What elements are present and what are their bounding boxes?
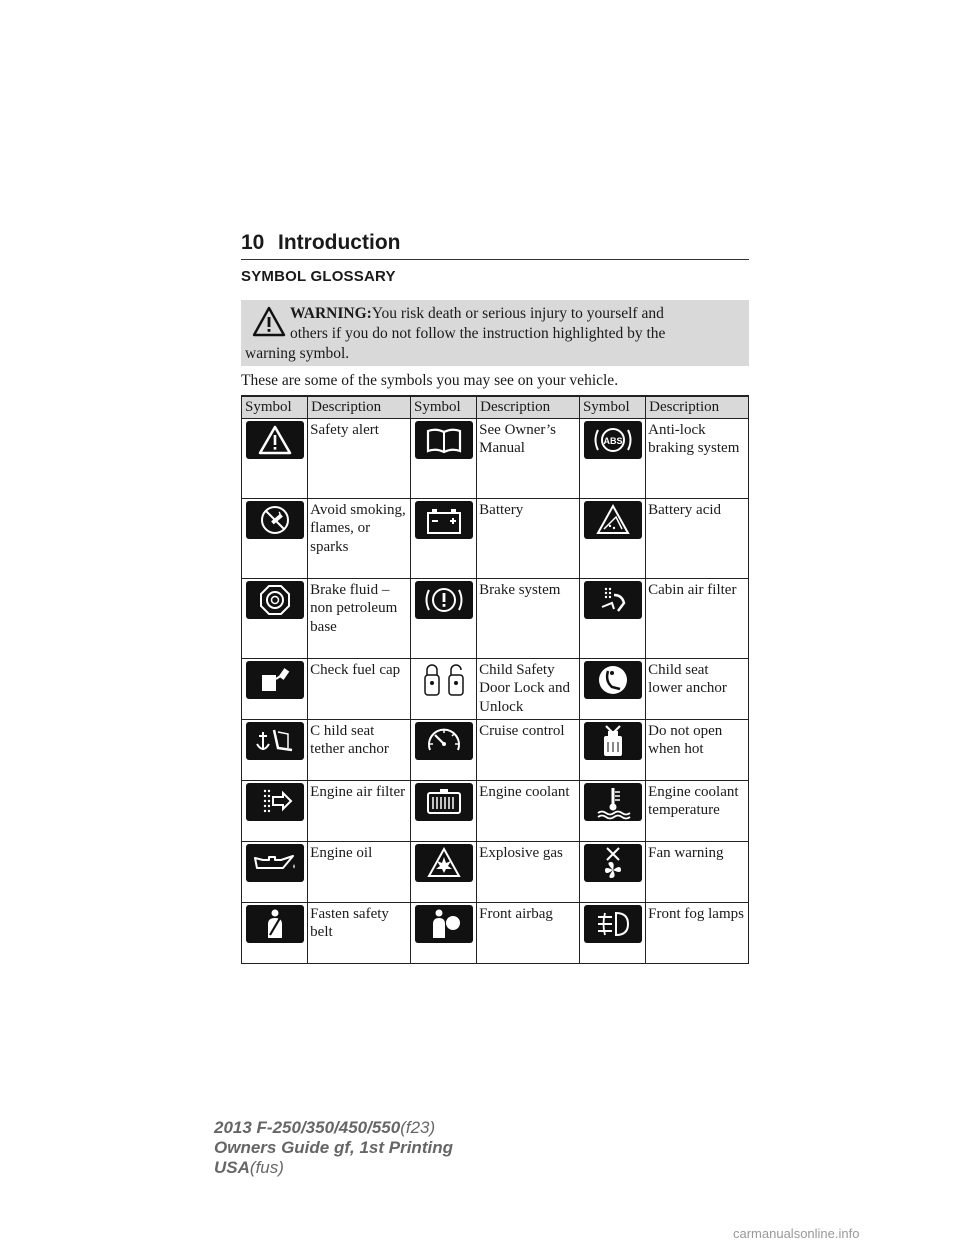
table-header-row xyxy=(242,396,749,418)
description-text: Engine oil xyxy=(310,844,373,861)
description-text: Fasten safety belt xyxy=(310,905,389,940)
symbol-glossary-table xyxy=(241,395,749,964)
symbol-cell xyxy=(410,902,476,963)
table-row xyxy=(242,780,749,841)
description-cell xyxy=(646,780,749,841)
child-safety-lock-icon xyxy=(415,661,473,699)
child-seat-anchor-icon xyxy=(584,661,642,699)
description-text: Cabin air filter xyxy=(648,581,737,598)
description-text: Child Safety Door Lock and Unlock xyxy=(479,661,570,715)
symbol-cell xyxy=(410,719,476,780)
symbol-cell xyxy=(410,418,476,498)
symbol-cell xyxy=(242,841,308,902)
description-cell xyxy=(646,719,749,780)
footer-market: USA xyxy=(214,1158,250,1177)
cruise-control-icon xyxy=(415,722,473,760)
footer-line-1 xyxy=(214,1118,435,1138)
explosive-gas-icon xyxy=(415,844,473,882)
header-symbol-2: Symbol xyxy=(410,396,476,418)
description-text: Battery acid xyxy=(648,501,722,518)
fan-warning-icon xyxy=(584,844,642,882)
description-cell xyxy=(477,498,580,578)
symbol-cell xyxy=(410,498,476,578)
header-description-3: Description xyxy=(646,396,749,418)
symbol-cell xyxy=(579,841,645,902)
description-text: Brake fluid – non petroleum base xyxy=(310,581,398,635)
warning-triangle-icon xyxy=(252,306,286,338)
description-cell xyxy=(646,498,749,578)
no-smoking-icon xyxy=(246,501,304,539)
symbol-cell xyxy=(242,498,308,578)
table-row xyxy=(242,841,749,902)
description-cell xyxy=(308,902,411,963)
cabin-air-filter-icon xyxy=(584,581,642,619)
symbol-cell xyxy=(242,418,308,498)
front-fog-lamps-icon xyxy=(584,905,642,943)
description-text: Anti-lock braking system xyxy=(648,421,740,456)
description-cell xyxy=(477,658,580,719)
symbol-cell xyxy=(579,578,645,658)
symbol-cell xyxy=(242,658,308,719)
description-cell xyxy=(477,578,580,658)
description-text: Battery xyxy=(479,501,524,518)
symbol-cell xyxy=(410,780,476,841)
warning-line-2: others if you do not follow the instruction highlighted by the xyxy=(290,325,666,342)
abs-icon xyxy=(584,421,642,459)
description-text: Engine coolant temperature xyxy=(648,783,739,818)
table-row xyxy=(242,902,749,963)
description-cell xyxy=(308,719,411,780)
description-cell xyxy=(477,841,580,902)
chapter-title: Introduction xyxy=(278,231,401,254)
header-symbol-1: Symbol xyxy=(242,396,308,418)
description-text: Engine air filter xyxy=(310,783,406,800)
symbol-cell xyxy=(579,719,645,780)
watermark: carmanualsonline.info xyxy=(733,1226,860,1241)
description-text: Child seat lower anchor xyxy=(648,661,727,696)
description-cell xyxy=(646,418,749,498)
table-row xyxy=(242,658,749,719)
description-text: Do not open when hot xyxy=(648,722,723,757)
description-cell xyxy=(646,658,749,719)
footer-market-code: (fus) xyxy=(249,1158,284,1177)
battery-acid-icon xyxy=(584,501,642,539)
child-seat-tether-icon xyxy=(246,722,304,760)
coolant-temperature-icon xyxy=(584,783,642,821)
description-text: Fan warning xyxy=(648,844,724,861)
symbol-cell xyxy=(579,780,645,841)
table-row xyxy=(242,498,749,578)
owners-manual-icon xyxy=(415,421,473,459)
description-text: Avoid smoking, flames, or sparks xyxy=(310,501,406,555)
warning-line-1 xyxy=(290,304,664,324)
footer-model: 2013 F-250/350/450/550 xyxy=(214,1118,401,1137)
description-cell xyxy=(477,902,580,963)
description-cell xyxy=(477,780,580,841)
symbol-cell xyxy=(242,719,308,780)
footer-line-2: Owners Guide gf, 1st Printing xyxy=(214,1138,453,1157)
description-text: Explosive gas xyxy=(479,844,563,861)
symbol-cell xyxy=(579,498,645,578)
front-airbag-icon xyxy=(415,905,473,943)
page-number: 10 xyxy=(241,231,265,254)
engine-oil-icon xyxy=(246,844,304,882)
description-cell xyxy=(308,498,411,578)
seat-belt-icon xyxy=(246,905,304,943)
section-title: SYMBOL GLOSSARY xyxy=(241,268,396,285)
svg-text:ABS: ABS xyxy=(603,435,623,446)
description-text: C hild seat tether anchor xyxy=(310,722,389,757)
description-text: See Owner’s Manual xyxy=(479,421,556,456)
symbol-cell xyxy=(242,780,308,841)
description-text: Safety alert xyxy=(310,421,379,438)
header-symbol-3: Symbol xyxy=(579,396,645,418)
description-text: Front fog lamps xyxy=(648,905,744,922)
symbol-cell xyxy=(579,902,645,963)
warning-text-1: You risk death or serious injury to yourself and xyxy=(371,305,664,322)
warning-label: WARNING: xyxy=(290,305,372,322)
description-cell xyxy=(308,658,411,719)
do-not-open-hot-icon xyxy=(584,722,642,760)
description-cell xyxy=(646,902,749,963)
description-cell xyxy=(308,841,411,902)
symbol-cell xyxy=(410,658,476,719)
description-cell xyxy=(646,578,749,658)
safety-alert-icon xyxy=(246,421,304,459)
intro-text: These are some of the symbols you may see on your vehicle. xyxy=(241,372,619,389)
footer-model-code: (f23) xyxy=(400,1118,436,1137)
battery-icon xyxy=(415,501,473,539)
description-cell xyxy=(308,780,411,841)
symbol-cell xyxy=(579,658,645,719)
table-row xyxy=(242,719,749,780)
description-text: Engine coolant xyxy=(479,783,570,800)
warning-box xyxy=(241,300,749,366)
description-cell xyxy=(308,578,411,658)
description-text: Cruise control xyxy=(479,722,565,739)
description-cell xyxy=(646,841,749,902)
engine-air-filter-icon xyxy=(246,783,304,821)
description-cell xyxy=(477,418,580,498)
page-header xyxy=(241,231,749,260)
symbol-cell xyxy=(410,578,476,658)
warning-line-3: warning symbol. xyxy=(245,345,350,362)
description-text: Front airbag xyxy=(479,905,553,922)
header-description-1: Description xyxy=(308,396,411,418)
check-fuel-cap-icon xyxy=(246,661,304,699)
table-row xyxy=(242,578,749,658)
description-cell xyxy=(477,719,580,780)
header-description-2: Description xyxy=(477,396,580,418)
symbol-cell xyxy=(579,418,645,498)
footer-line-3 xyxy=(214,1158,284,1178)
table-row xyxy=(242,418,749,498)
description-text: Brake system xyxy=(479,581,561,598)
brake-system-icon xyxy=(415,581,473,619)
symbol-cell xyxy=(242,578,308,658)
brake-fluid-icon xyxy=(246,581,304,619)
engine-coolant-icon xyxy=(415,783,473,821)
description-cell xyxy=(308,418,411,498)
description-text: Check fuel cap xyxy=(310,661,401,678)
symbol-cell xyxy=(242,902,308,963)
symbol-cell xyxy=(410,841,476,902)
